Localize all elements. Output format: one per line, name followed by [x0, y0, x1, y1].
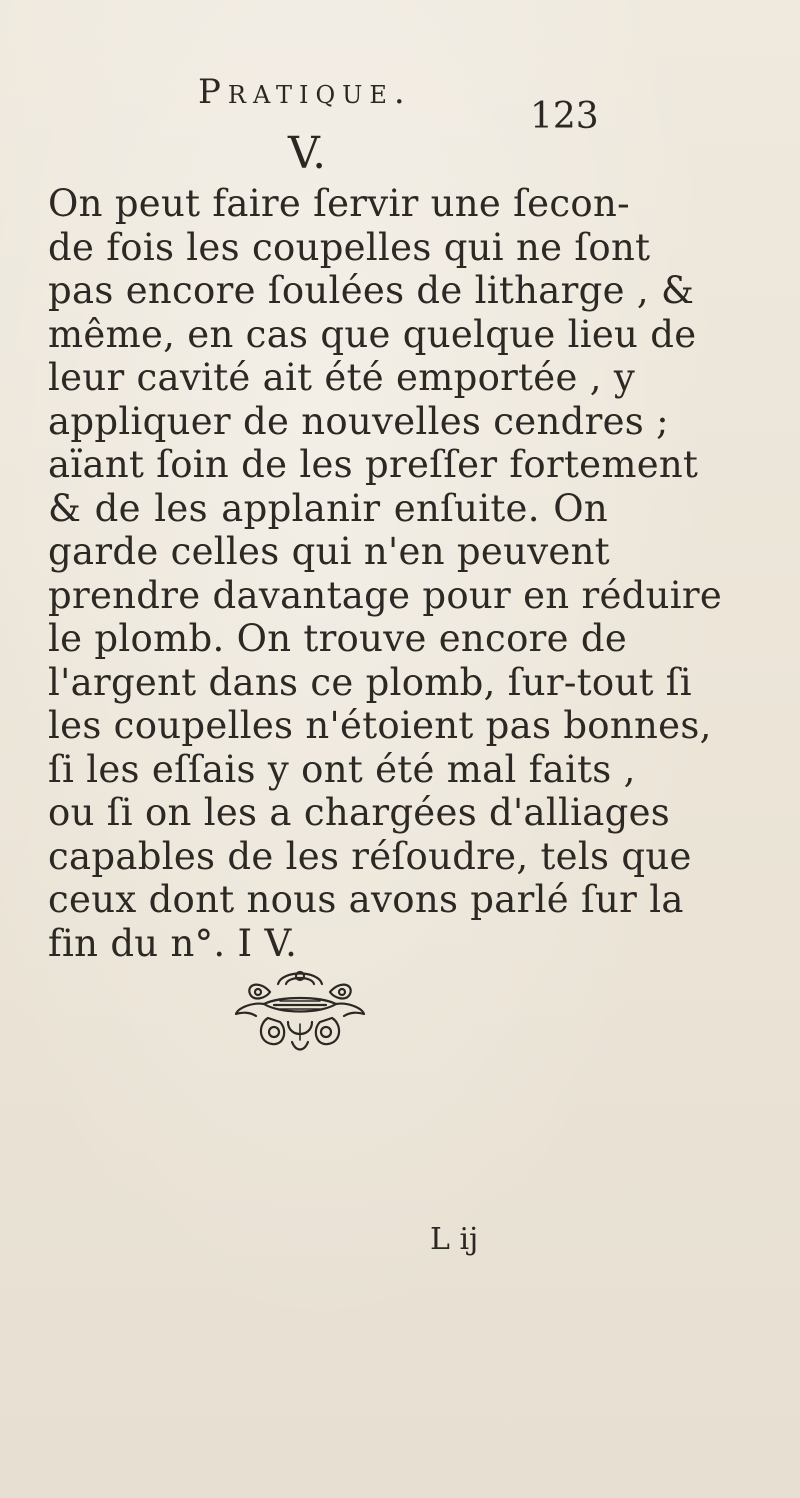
floral-tailpiece-icon [230, 962, 370, 1060]
section-numeral: V. [288, 128, 327, 179]
text-line: appliquer de nouvelles cendres ; [48, 399, 669, 443]
running-head: Pratique. [198, 72, 412, 112]
text-line: les coupelles n'étoient pas bonnes, [48, 704, 712, 747]
text-line: garde celles qui n'en peuvent [48, 530, 610, 573]
text-line: ſi les eſſais y ont été mal faits , [48, 747, 636, 791]
text-line: aïant ſoin de les preſſer fortement [48, 443, 699, 486]
signature-mark: L ij [430, 1222, 479, 1257]
text-line: pas encore ſoulées de litharge , & [48, 269, 695, 312]
text-line: fin du n°. I V. [48, 921, 298, 965]
text-line: On peut faire ſervir une ſecon- [48, 182, 630, 225]
text-line: ou ſi on les a chargées d'alliages [48, 791, 671, 834]
text-line: leur cavité ait été emportée , y [48, 356, 636, 399]
text-line: de fois les coupelles qui ne ſont [48, 225, 651, 269]
body-text [48, 182, 723, 965]
text-line: le plomb. On trouve encore de [48, 617, 628, 660]
text-line: l'argent dans ce plomb, ſur-tout ſi [48, 660, 692, 704]
text-line: même, en cas que quelque lieu de [48, 312, 697, 356]
page-number: 123 [530, 96, 599, 137]
text-line: capables de les réſoudre, tels que [48, 834, 692, 878]
text-line: & de les applanir enſuite. On [48, 486, 608, 530]
text-line: prendre davantage pour en réduire [48, 573, 723, 617]
text-line: ceux dont nous avons parlé ſur la [48, 878, 684, 921]
